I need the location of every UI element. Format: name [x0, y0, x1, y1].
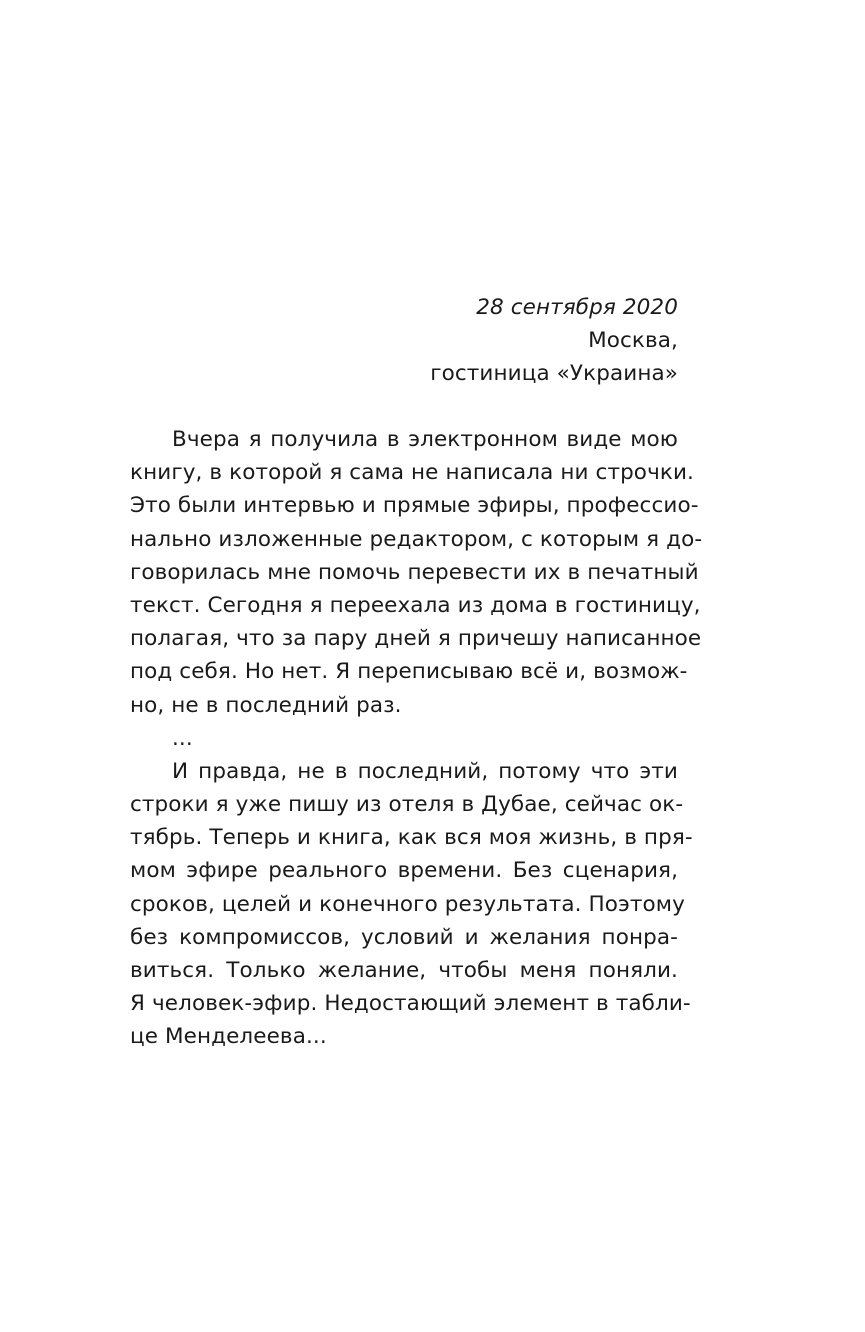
text-line: строки я уже пишу из отеля в Дубае, сейчас ок-	[130, 792, 684, 818]
text-line: Вчера я получила в электронном виде мою	[172, 427, 678, 452]
ellipsis-line: ...	[172, 725, 193, 751]
text-line: мом эфире реального времени. Без сценария,	[130, 858, 678, 884]
text-line: под себя. Но нет. Я переписываю всё и, возмож-	[130, 659, 688, 685]
entry-city: Москва,	[588, 328, 678, 353]
text-line: нально изложенные редактором, с которым я до-	[130, 526, 703, 552]
dateline	[130, 291, 678, 390]
text-line: но, не в последний раз.	[130, 692, 402, 718]
text-line: текст. Сегодня я переехала из дома в гостиницу,	[130, 592, 701, 618]
text-line: виться. Только желание, чтобы меня поняли.	[130, 958, 678, 983]
text-line: тябрь. Теперь и книга, как вся моя жизнь, в пря-	[130, 825, 693, 851]
text-line: сроков, целей и конечного результата. Поэтому	[130, 891, 685, 917]
text-line: це Менделеева...	[130, 1024, 327, 1050]
text-line: книгу, в которой я сама не написала ни строчки.	[130, 460, 694, 486]
text-line: Это были интервью и прямые эфиры, профессио-	[130, 493, 699, 519]
text-line: И правда, не в последний, потому что эти	[172, 758, 678, 784]
text-line: без компромиссов, условий и желания понра-	[130, 924, 678, 950]
body-text	[130, 423, 703, 1054]
entry-hotel: гостиница «Украина»	[430, 361, 678, 386]
text-line: Я человек-эфир. Недостающий элемент в табли-	[130, 991, 691, 1017]
text-line: полагая, что за пару дней я причешу написанное	[130, 626, 702, 652]
entry-date: 28 сентября 2020	[476, 295, 678, 320]
text-line: говорилась мне помочь перевести их в печатный	[130, 559, 699, 585]
